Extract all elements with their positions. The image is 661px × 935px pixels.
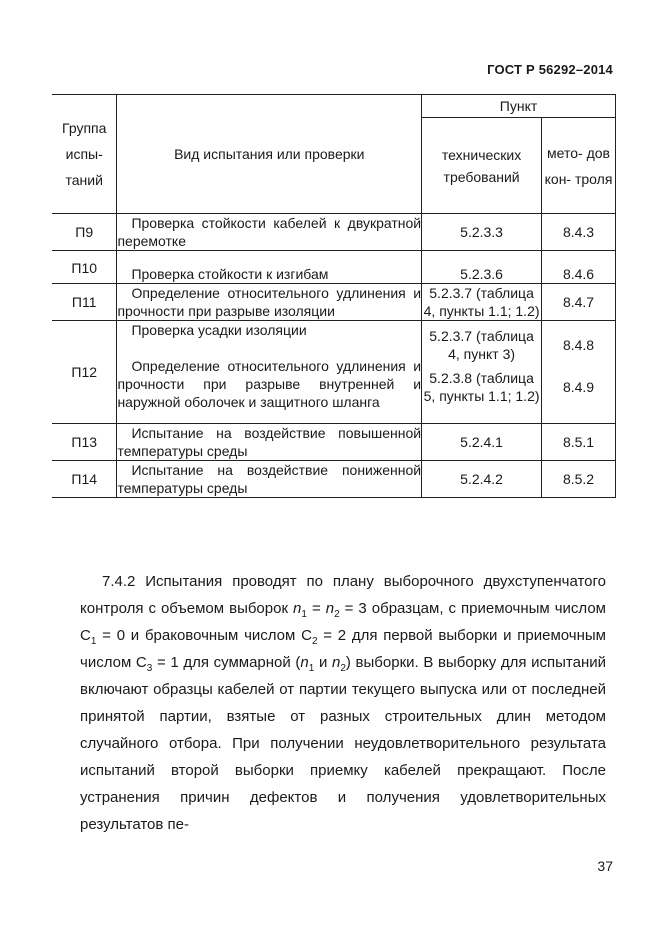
tech-ref-cell: 5.2.3.3 xyxy=(422,214,542,251)
test-name-cell: Проверка стойкости кабелей к двукратной перемотке xyxy=(117,215,422,249)
group-cell: П13 xyxy=(52,424,117,461)
test-name-cell: Испытание на воздействие повышенной температуры среды xyxy=(117,425,422,459)
header-kind: Вид испытания или проверки xyxy=(117,95,422,214)
header-tech-requirements: технических требований xyxy=(422,118,542,214)
table-row xyxy=(52,321,616,424)
table-row xyxy=(52,251,616,284)
header-group: Группа испы- таний xyxy=(52,95,117,214)
table-row xyxy=(52,461,616,498)
test-name-text: Определение относительного удлинения и прочности при разрыве внутренней и наружной оболочек и защитного шланга xyxy=(117,358,422,410)
tech-ref-cell: 5.2.3.7 (таблица 4, пункты 1.1; 1.2) xyxy=(422,284,542,321)
group-cell: П14 xyxy=(52,461,117,498)
method-ref-text: 8.4.9 xyxy=(562,379,595,395)
tech-ref-cell xyxy=(422,321,542,424)
method-ref-cell: 8.4.7 xyxy=(542,284,616,321)
tests-table xyxy=(52,94,616,498)
body-paragraph: 7.4.2 Испытания проводят по плану выборочного двухступенчатого контроля с объемом выборок $n_1 = n_2 = 3$ образцам, с приемочным числом $C_1 = 0$ и браковочным числом $C_2 = 2$ для первой выборки и приемочным числом $C_3 = 1$ для суммарной ($n_1$ и $n_2$) выборки. В выборку для испытаний включают образцы кабелей от партии текущего выпуска или от последней принятой партии, взятые от разных строительных длин методом случайного отбора. При получении неудовлетворительного результата испытаний второй выборки приемку кабелей прекращают. После устранения причин дефектов и получения удовлетворительных результатов пе- xyxy=(80,573,607,833)
group-cell: П11 xyxy=(52,284,117,321)
test-name-cell: Испытание на воздействие пониженной температуры среды xyxy=(117,462,422,496)
tech-ref-cell: 5.2.4.2 xyxy=(422,461,542,498)
method-ref-text: 8.4.8 xyxy=(562,337,595,353)
table-row xyxy=(52,214,616,251)
group-cell: П9 xyxy=(52,214,117,251)
test-name-cell: Определение относительного удлинения и прочности при разрыве изоляции xyxy=(117,285,422,319)
test-name-cell: Проверка стойкости к изгибам xyxy=(117,251,422,284)
method-ref-cell xyxy=(542,321,616,424)
method-ref-cell: 8.5.2 xyxy=(542,461,616,498)
header-control-methods: мето- дов кон- троля xyxy=(542,118,616,214)
test-name-cell xyxy=(117,321,422,424)
method-ref-cell: 8.4.3 xyxy=(542,214,616,251)
standard-code: ГОСТ Р 56292–2014 xyxy=(487,62,613,77)
tech-ref-cell: 5.2.4.1 xyxy=(422,424,542,461)
tech-ref-text: 5.2.3.7 (таблица 4, пункт 3) xyxy=(429,328,534,362)
group-cell: П10 xyxy=(52,251,117,284)
table-row xyxy=(52,284,616,321)
method-ref-cell: 8.5.1 xyxy=(542,424,616,461)
page-number: 37 xyxy=(597,858,613,874)
method-ref-cell: 8.4.6 xyxy=(542,251,616,284)
group-cell: П12 xyxy=(52,321,117,424)
tech-ref-cell: 5.2.3.6 xyxy=(422,251,542,284)
header-punkt: Пункт xyxy=(422,95,616,118)
test-name-text: Проверка усадки изоляции xyxy=(131,322,307,338)
table-row xyxy=(52,424,616,461)
tech-ref-text: 5.2.3.8 (таблица 5, пункты 1.1; 1.2) xyxy=(423,370,540,404)
